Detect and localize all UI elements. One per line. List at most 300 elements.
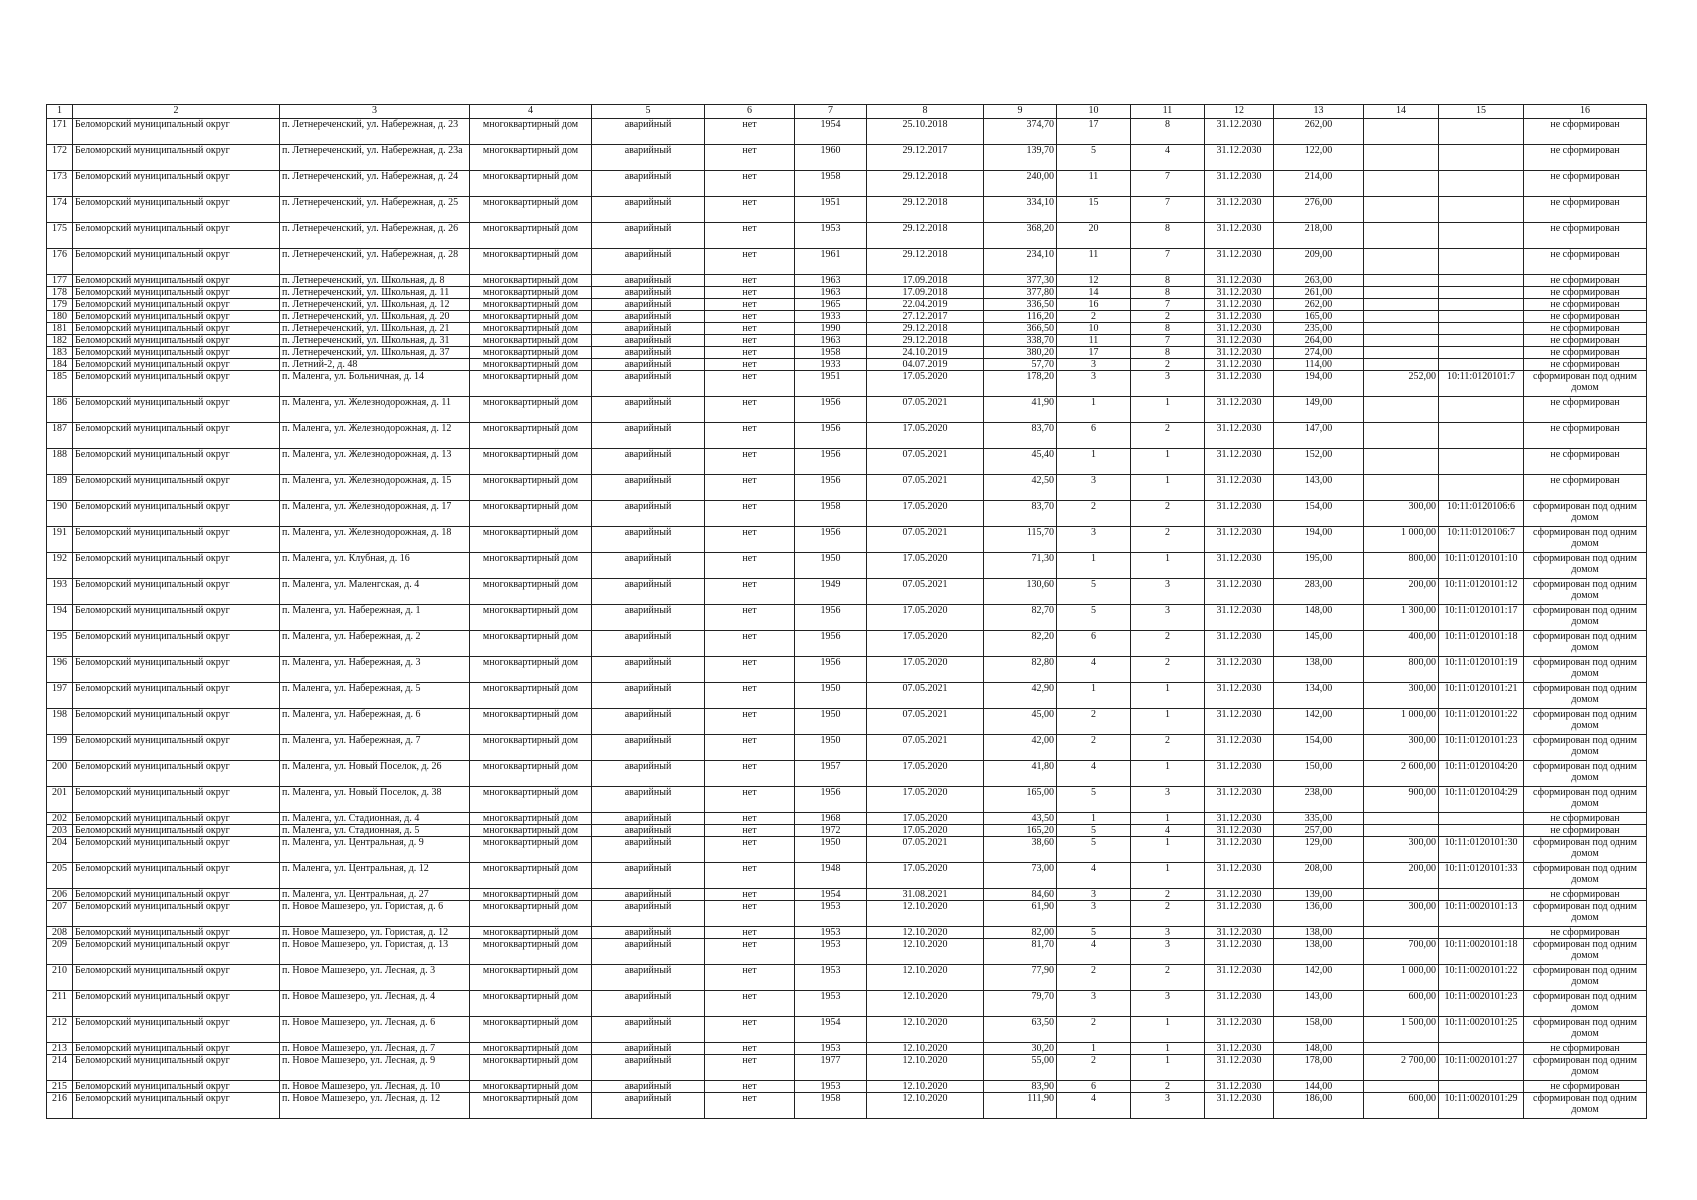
planned-date-cell: 31.12.2030 <box>1205 939 1274 965</box>
land-status-cell: не сформирован <box>1524 145 1647 171</box>
land-area-cell <box>1364 927 1439 939</box>
row-number-cell: 214 <box>47 1055 73 1081</box>
planned-date-cell: 31.12.2030 <box>1205 1017 1274 1043</box>
recognition-date-cell: 12.10.2020 <box>867 1055 984 1081</box>
flag-cell: нет <box>705 1017 795 1043</box>
area-cell: 83,90 <box>984 1081 1057 1093</box>
column-number-header: 8 <box>867 105 984 119</box>
flag-cell: нет <box>705 223 795 249</box>
condition-cell: аварийный <box>592 501 705 527</box>
residents-cell: 2 <box>1057 709 1131 735</box>
building-type-cell: многоквартирный дом <box>470 423 592 449</box>
district-cell: Беломорский муниципальный округ <box>73 449 280 475</box>
table-row <box>47 527 1647 553</box>
flag-cell: нет <box>705 553 795 579</box>
area-cell: 71,30 <box>984 553 1057 579</box>
land-status-cell: не сформирован <box>1524 197 1647 223</box>
condition-cell: аварийный <box>592 119 705 145</box>
value-cell: 144,00 <box>1274 1081 1364 1093</box>
district-cell: Беломорский муниципальный округ <box>73 223 280 249</box>
value-cell: 143,00 <box>1274 475 1364 501</box>
year-cell: 1958 <box>795 171 867 197</box>
land-area-cell: 800,00 <box>1364 657 1439 683</box>
table-row <box>47 1017 1647 1043</box>
address-cell: п. Летнереченский, ул. Школьная, д. 8 <box>280 275 470 287</box>
cadastral-number-cell: 10:11:0120101:7 <box>1439 371 1524 397</box>
district-cell: Беломорский муниципальный округ <box>73 299 280 311</box>
land-status-cell: не сформирован <box>1524 423 1647 449</box>
recognition-date-cell: 07.05.2021 <box>867 579 984 605</box>
building-type-cell: многоквартирный дом <box>470 311 592 323</box>
building-type-cell: многоквартирный дом <box>470 527 592 553</box>
residents-cell: 4 <box>1057 1093 1131 1119</box>
flag-cell: нет <box>705 837 795 863</box>
table-row <box>47 347 1647 359</box>
residents-cell: 1 <box>1057 813 1131 825</box>
apartments-cell: 1 <box>1131 683 1205 709</box>
land-area-cell: 1 300,00 <box>1364 605 1439 631</box>
cadastral-number-cell <box>1439 223 1524 249</box>
district-cell: Беломорский муниципальный округ <box>73 813 280 825</box>
cadastral-number-cell <box>1439 335 1524 347</box>
building-type-cell: многоквартирный дом <box>470 825 592 837</box>
flag-cell: нет <box>705 171 795 197</box>
residents-cell: 5 <box>1057 927 1131 939</box>
condition-cell: аварийный <box>592 965 705 991</box>
column-number-header: 5 <box>592 105 705 119</box>
table-row <box>47 1055 1647 1081</box>
condition-cell: аварийный <box>592 287 705 299</box>
land-area-cell <box>1364 275 1439 287</box>
value-cell: 136,00 <box>1274 901 1364 927</box>
area-cell: 139,70 <box>984 145 1057 171</box>
address-cell: п. Маленга, ул. Железнодорожная, д. 13 <box>280 449 470 475</box>
recognition-date-cell: 22.04.2019 <box>867 299 984 311</box>
area-cell: 55,00 <box>984 1055 1057 1081</box>
address-cell: п. Летнереченский, ул. Набережная, д. 25 <box>280 197 470 223</box>
residents-cell: 6 <box>1057 631 1131 657</box>
address-cell: п. Маленга, ул. Железнодорожная, д. 17 <box>280 501 470 527</box>
apartments-cell: 2 <box>1131 965 1205 991</box>
district-cell: Беломорский муниципальный округ <box>73 171 280 197</box>
district-cell: Беломорский муниципальный округ <box>73 335 280 347</box>
land-status-cell: не сформирован <box>1524 397 1647 423</box>
value-cell: 209,00 <box>1274 249 1364 275</box>
table-row <box>47 171 1647 197</box>
row-number-cell: 205 <box>47 863 73 889</box>
district-cell: Беломорский муниципальный округ <box>73 709 280 735</box>
apartments-cell: 2 <box>1131 423 1205 449</box>
column-number-header: 6 <box>705 105 795 119</box>
apartments-cell: 8 <box>1131 223 1205 249</box>
address-cell: п. Маленга, ул. Железнодорожная, д. 11 <box>280 397 470 423</box>
building-type-cell: многоквартирный дом <box>470 889 592 901</box>
planned-date-cell: 31.12.2030 <box>1205 397 1274 423</box>
cadastral-number-cell: 10:11:0120101:12 <box>1439 579 1524 605</box>
building-type-cell: многоквартирный дом <box>470 397 592 423</box>
cadastral-number-cell <box>1439 927 1524 939</box>
value-cell: 257,00 <box>1274 825 1364 837</box>
value-cell: 283,00 <box>1274 579 1364 605</box>
residents-cell: 15 <box>1057 197 1131 223</box>
year-cell: 1956 <box>795 397 867 423</box>
row-number-cell: 191 <box>47 527 73 553</box>
cadastral-number-cell: 10:11:0020101:27 <box>1439 1055 1524 1081</box>
cadastral-number-cell: 10:11:0020101:25 <box>1439 1017 1524 1043</box>
district-cell: Беломорский муниципальный округ <box>73 863 280 889</box>
flag-cell: нет <box>705 1093 795 1119</box>
district-cell: Беломорский муниципальный округ <box>73 837 280 863</box>
year-cell: 1963 <box>795 275 867 287</box>
flag-cell: нет <box>705 359 795 371</box>
district-cell: Беломорский муниципальный округ <box>73 553 280 579</box>
flag-cell: нет <box>705 119 795 145</box>
land-status-cell: сформирован под одним домом <box>1524 631 1647 657</box>
area-cell: 45,40 <box>984 449 1057 475</box>
condition-cell: аварийный <box>592 1093 705 1119</box>
apartments-cell: 2 <box>1131 735 1205 761</box>
row-number-cell: 203 <box>47 825 73 837</box>
planned-date-cell: 31.12.2030 <box>1205 605 1274 631</box>
year-cell: 1957 <box>795 761 867 787</box>
building-type-cell: многоквартирный дом <box>470 901 592 927</box>
row-number-cell: 176 <box>47 249 73 275</box>
district-cell: Беломорский муниципальный округ <box>73 1043 280 1055</box>
row-number-cell: 190 <box>47 501 73 527</box>
recognition-date-cell: 07.05.2021 <box>867 397 984 423</box>
value-cell: 238,00 <box>1274 787 1364 813</box>
condition-cell: аварийный <box>592 863 705 889</box>
area-cell: 45,00 <box>984 709 1057 735</box>
planned-date-cell: 31.12.2030 <box>1205 991 1274 1017</box>
year-cell: 1954 <box>795 889 867 901</box>
area-cell: 41,90 <box>984 397 1057 423</box>
address-cell: п. Маленга, ул. Больничная, д. 14 <box>280 371 470 397</box>
condition-cell: аварийный <box>592 709 705 735</box>
recognition-date-cell: 29.12.2018 <box>867 335 984 347</box>
cadastral-number-cell <box>1439 249 1524 275</box>
building-type-cell: многоквартирный дом <box>470 359 592 371</box>
year-cell: 1956 <box>795 657 867 683</box>
year-cell: 1956 <box>795 631 867 657</box>
building-type-cell: многоквартирный дом <box>470 991 592 1017</box>
table-row <box>47 631 1647 657</box>
district-cell: Беломорский муниципальный округ <box>73 145 280 171</box>
land-area-cell: 1 000,00 <box>1364 709 1439 735</box>
area-cell: 336,50 <box>984 299 1057 311</box>
value-cell: 276,00 <box>1274 197 1364 223</box>
table-row <box>47 837 1647 863</box>
residents-cell: 20 <box>1057 223 1131 249</box>
district-cell: Беломорский муниципальный округ <box>73 197 280 223</box>
address-cell: п. Маленга, ул. Железнодорожная, д. 18 <box>280 527 470 553</box>
year-cell: 1953 <box>795 1043 867 1055</box>
condition-cell: аварийный <box>592 991 705 1017</box>
recognition-date-cell: 12.10.2020 <box>867 1081 984 1093</box>
value-cell: 122,00 <box>1274 145 1364 171</box>
address-cell: п. Летнереченский, ул. Набережная, д. 24 <box>280 171 470 197</box>
district-cell: Беломорский муниципальный округ <box>73 119 280 145</box>
value-cell: 208,00 <box>1274 863 1364 889</box>
flag-cell: нет <box>705 735 795 761</box>
table-row <box>47 371 1647 397</box>
row-number-cell: 198 <box>47 709 73 735</box>
year-cell: 1950 <box>795 553 867 579</box>
area-cell: 38,60 <box>984 837 1057 863</box>
flag-cell: нет <box>705 1081 795 1093</box>
year-cell: 1951 <box>795 371 867 397</box>
land-area-cell <box>1364 145 1439 171</box>
apartments-cell: 1 <box>1131 837 1205 863</box>
cadastral-number-cell: 10:11:0020101:18 <box>1439 939 1524 965</box>
building-type-cell: многоквартирный дом <box>470 299 592 311</box>
recognition-date-cell: 12.10.2020 <box>867 965 984 991</box>
cadastral-number-cell <box>1439 397 1524 423</box>
condition-cell: аварийный <box>592 371 705 397</box>
row-number-cell: 175 <box>47 223 73 249</box>
row-number-cell: 206 <box>47 889 73 901</box>
residents-cell: 3 <box>1057 475 1131 501</box>
district-cell: Беломорский муниципальный округ <box>73 991 280 1017</box>
table-row <box>47 761 1647 787</box>
district-cell: Беломорский муниципальный округ <box>73 657 280 683</box>
value-cell: 186,00 <box>1274 1093 1364 1119</box>
address-cell: п. Маленга, ул. Железнодорожная, д. 15 <box>280 475 470 501</box>
planned-date-cell: 31.12.2030 <box>1205 197 1274 223</box>
recognition-date-cell: 17.05.2020 <box>867 631 984 657</box>
planned-date-cell: 31.12.2030 <box>1205 863 1274 889</box>
residents-cell: 3 <box>1057 991 1131 1017</box>
land-status-cell: сформирован под одним домом <box>1524 965 1647 991</box>
row-number-cell: 179 <box>47 299 73 311</box>
year-cell: 1961 <box>795 249 867 275</box>
land-area-cell <box>1364 197 1439 223</box>
row-number-cell: 185 <box>47 371 73 397</box>
row-number-cell: 186 <box>47 397 73 423</box>
row-number-cell: 178 <box>47 287 73 299</box>
building-type-cell: многоквартирный дом <box>470 553 592 579</box>
building-type-cell: многоквартирный дом <box>470 335 592 347</box>
year-cell: 1953 <box>795 939 867 965</box>
area-cell: 130,60 <box>984 579 1057 605</box>
recognition-date-cell: 17.05.2020 <box>867 371 984 397</box>
planned-date-cell: 31.12.2030 <box>1205 359 1274 371</box>
value-cell: 195,00 <box>1274 553 1364 579</box>
planned-date-cell: 31.12.2030 <box>1205 347 1274 359</box>
building-type-cell: многоквартирный дом <box>470 501 592 527</box>
row-number-cell: 184 <box>47 359 73 371</box>
land-area-cell <box>1364 359 1439 371</box>
area-cell: 42,50 <box>984 475 1057 501</box>
land-area-cell <box>1364 249 1439 275</box>
district-cell: Беломорский муниципальный округ <box>73 249 280 275</box>
table-row <box>47 311 1647 323</box>
apartments-cell: 1 <box>1131 761 1205 787</box>
address-cell: п. Летнереченский, ул. Набережная, д. 26 <box>280 223 470 249</box>
district-cell: Беломорский муниципальный округ <box>73 927 280 939</box>
table-row <box>47 359 1647 371</box>
residents-cell: 2 <box>1057 1055 1131 1081</box>
condition-cell: аварийный <box>592 761 705 787</box>
building-type-cell: многоквартирный дом <box>470 579 592 605</box>
year-cell: 1953 <box>795 223 867 249</box>
apartments-cell: 2 <box>1131 657 1205 683</box>
table-row <box>47 197 1647 223</box>
planned-date-cell: 31.12.2030 <box>1205 311 1274 323</box>
recognition-date-cell: 07.05.2021 <box>867 735 984 761</box>
area-cell: 83,70 <box>984 501 1057 527</box>
residents-cell: 16 <box>1057 299 1131 311</box>
table-row <box>47 939 1647 965</box>
value-cell: 218,00 <box>1274 223 1364 249</box>
land-status-cell: не сформирован <box>1524 449 1647 475</box>
residents-cell: 4 <box>1057 657 1131 683</box>
land-area-cell: 300,00 <box>1364 501 1439 527</box>
district-cell: Беломорский муниципальный округ <box>73 901 280 927</box>
recognition-date-cell: 25.10.2018 <box>867 119 984 145</box>
table-body <box>47 119 1647 1119</box>
year-cell: 1933 <box>795 311 867 323</box>
residents-cell: 10 <box>1057 323 1131 335</box>
flag-cell: нет <box>705 299 795 311</box>
column-number-header: 16 <box>1524 105 1647 119</box>
address-cell: п. Маленга, ул. Центральная, д. 27 <box>280 889 470 901</box>
land-area-cell: 2 700,00 <box>1364 1055 1439 1081</box>
recognition-date-cell: 07.05.2021 <box>867 709 984 735</box>
value-cell: 143,00 <box>1274 991 1364 1017</box>
condition-cell: аварийный <box>592 579 705 605</box>
apartments-cell: 4 <box>1131 145 1205 171</box>
condition-cell: аварийный <box>592 631 705 657</box>
district-cell: Беломорский муниципальный округ <box>73 359 280 371</box>
table-row <box>47 813 1647 825</box>
year-cell: 1953 <box>795 991 867 1017</box>
flag-cell: нет <box>705 787 795 813</box>
cadastral-number-cell <box>1439 423 1524 449</box>
address-cell: п. Летнереченский, ул. Набережная, д. 23 <box>280 119 470 145</box>
flag-cell: нет <box>705 1043 795 1055</box>
address-cell: п. Новое Машезеро, ул. Лесная, д. 9 <box>280 1055 470 1081</box>
table-row <box>47 299 1647 311</box>
apartments-cell: 1 <box>1131 397 1205 423</box>
row-number-cell: 209 <box>47 939 73 965</box>
cadastral-number-cell: 10:11:0120101:21 <box>1439 683 1524 709</box>
residents-cell: 17 <box>1057 347 1131 359</box>
cadastral-number-cell <box>1439 813 1524 825</box>
flag-cell: нет <box>705 863 795 889</box>
table-row <box>47 501 1647 527</box>
residents-cell: 5 <box>1057 787 1131 813</box>
apartments-cell: 3 <box>1131 579 1205 605</box>
row-number-cell: 208 <box>47 927 73 939</box>
flag-cell: нет <box>705 275 795 287</box>
year-cell: 1963 <box>795 287 867 299</box>
condition-cell: аварийный <box>592 901 705 927</box>
residents-cell: 17 <box>1057 119 1131 145</box>
flag-cell: нет <box>705 397 795 423</box>
land-status-cell: не сформирован <box>1524 1081 1647 1093</box>
address-cell: п. Маленга, ул. Маленгская, д. 4 <box>280 579 470 605</box>
row-number-cell: 216 <box>47 1093 73 1119</box>
planned-date-cell: 31.12.2030 <box>1205 249 1274 275</box>
recognition-date-cell: 29.12.2018 <box>867 197 984 223</box>
recognition-date-cell: 29.12.2017 <box>867 145 984 171</box>
land-status-cell: не сформирован <box>1524 889 1647 901</box>
residents-cell: 1 <box>1057 449 1131 475</box>
residents-cell: 1 <box>1057 553 1131 579</box>
planned-date-cell: 31.12.2030 <box>1205 901 1274 927</box>
land-status-cell: сформирован под одним домом <box>1524 1093 1647 1119</box>
apartments-cell: 1 <box>1131 1055 1205 1081</box>
land-area-cell <box>1364 423 1439 449</box>
planned-date-cell: 31.12.2030 <box>1205 1043 1274 1055</box>
table-row <box>47 553 1647 579</box>
recognition-date-cell: 17.05.2020 <box>867 813 984 825</box>
recognition-date-cell: 17.05.2020 <box>867 761 984 787</box>
planned-date-cell: 31.12.2030 <box>1205 287 1274 299</box>
table-row <box>47 657 1647 683</box>
flag-cell: нет <box>705 965 795 991</box>
land-status-cell: сформирован под одним домом <box>1524 657 1647 683</box>
land-status-cell: не сформирован <box>1524 275 1647 287</box>
building-type-cell: многоквартирный дом <box>470 275 592 287</box>
residents-cell: 3 <box>1057 359 1131 371</box>
year-cell: 1963 <box>795 335 867 347</box>
land-status-cell: сформирован под одним домом <box>1524 683 1647 709</box>
building-type-cell: многоквартирный дом <box>470 449 592 475</box>
table-row <box>47 397 1647 423</box>
area-cell: 82,00 <box>984 927 1057 939</box>
area-cell: 77,90 <box>984 965 1057 991</box>
recognition-date-cell: 29.12.2018 <box>867 171 984 197</box>
land-area-cell: 300,00 <box>1364 683 1439 709</box>
condition-cell: аварийный <box>592 171 705 197</box>
planned-date-cell: 31.12.2030 <box>1205 423 1274 449</box>
area-cell: 61,90 <box>984 901 1057 927</box>
flag-cell: нет <box>705 761 795 787</box>
land-area-cell <box>1364 825 1439 837</box>
land-status-cell: не сформирован <box>1524 335 1647 347</box>
apartments-cell: 3 <box>1131 787 1205 813</box>
value-cell: 150,00 <box>1274 761 1364 787</box>
recognition-date-cell: 07.05.2021 <box>867 475 984 501</box>
flag-cell: нет <box>705 1055 795 1081</box>
value-cell: 129,00 <box>1274 837 1364 863</box>
address-cell: п. Маленга, ул. Набережная, д. 6 <box>280 709 470 735</box>
flag-cell: нет <box>705 501 795 527</box>
table-row <box>47 287 1647 299</box>
table-row <box>47 579 1647 605</box>
area-cell: 165,20 <box>984 825 1057 837</box>
column-number-header: 4 <box>470 105 592 119</box>
address-cell: п. Летнереченский, ул. Набережная, д. 28 <box>280 249 470 275</box>
row-number-cell: 201 <box>47 787 73 813</box>
area-cell: 82,70 <box>984 605 1057 631</box>
district-cell: Беломорский муниципальный округ <box>73 889 280 901</box>
year-cell: 1950 <box>795 709 867 735</box>
recognition-date-cell: 12.10.2020 <box>867 1043 984 1055</box>
apartments-cell: 2 <box>1131 311 1205 323</box>
area-cell: 63,50 <box>984 1017 1057 1043</box>
area-cell: 41,80 <box>984 761 1057 787</box>
land-status-cell: не сформирован <box>1524 287 1647 299</box>
district-cell: Беломорский муниципальный округ <box>73 787 280 813</box>
building-type-cell: многоквартирный дом <box>470 223 592 249</box>
year-cell: 1950 <box>795 735 867 761</box>
apartments-cell: 2 <box>1131 631 1205 657</box>
land-area-cell: 900,00 <box>1364 787 1439 813</box>
table-row <box>47 787 1647 813</box>
